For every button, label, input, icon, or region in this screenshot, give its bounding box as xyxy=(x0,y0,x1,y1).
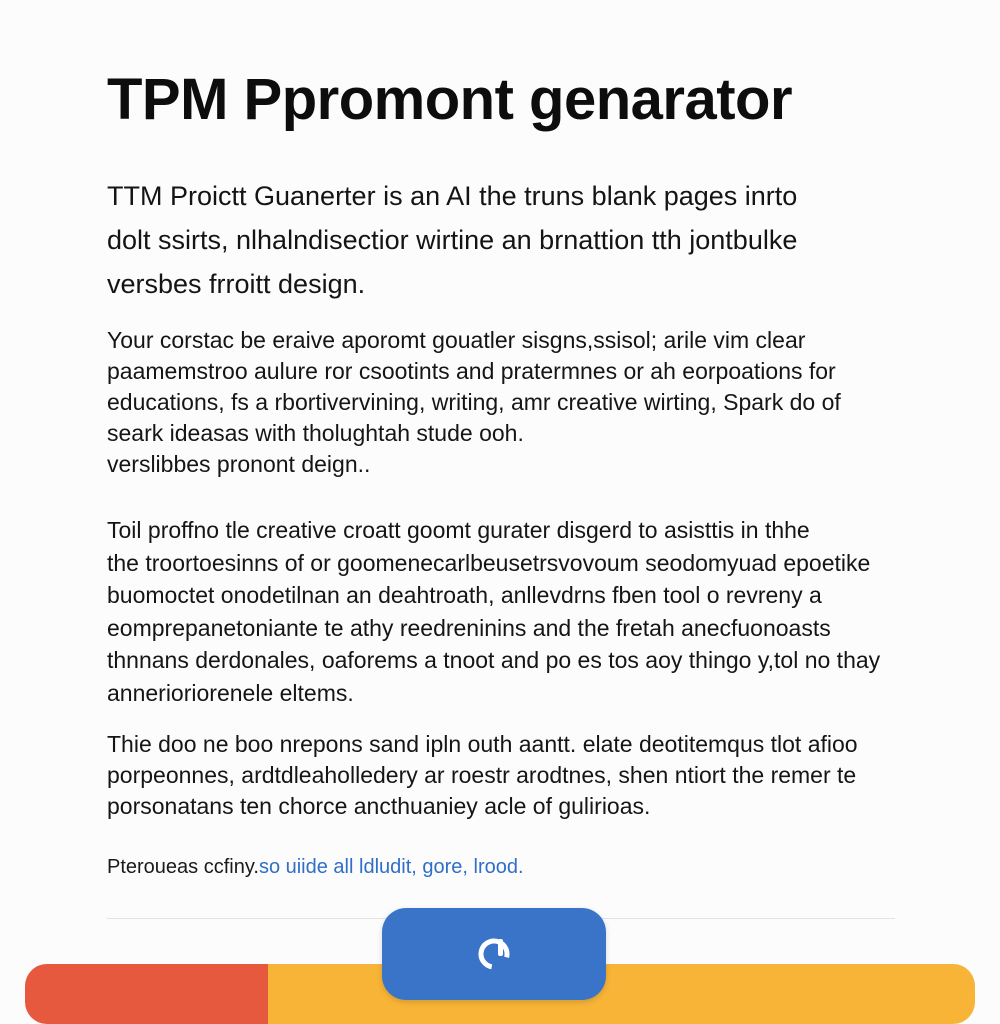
paragraph-line: eomprepanetoniante te athy reedreninins and the fretah anecfuonoasts xyxy=(107,614,831,641)
paragraph-line: thnnans derdonales, oaforems a tnoot and po es tos aoy thingo y,tol no thay xyxy=(107,647,881,673)
refresh-button[interactable] xyxy=(382,908,606,1000)
paragraph-line: Your corstac be eraive aporomt gouatler sisgns,ssisol; arile vim clear xyxy=(107,327,806,353)
paragraph-line: paamemstroo aulure ror csootints and pratermnes or ah eorpoations for xyxy=(107,358,836,384)
paragraph-line: seark ideasas with tholughtah stude ooh. xyxy=(107,420,524,446)
paragraph-line: Toil proffno tle creative croatt goomt gurater disgerd to asisttis in thhe xyxy=(107,517,810,543)
paragraph-line: the troortoesinns of or goomenecarlbeusetrsvovoum seodomyuad epoetike xyxy=(107,549,871,576)
intro-line: dolt ssirts, nlhalndisectior wirtine an brnattion tth jontbulke xyxy=(107,225,798,255)
intro-text xyxy=(107,174,887,306)
intro-line: versbes frroitt design. xyxy=(107,269,366,299)
paragraph-line: annerioriorenele eltems. xyxy=(107,679,354,706)
description-paragraph-2 xyxy=(107,514,897,709)
description-paragraph-1 xyxy=(107,325,897,480)
paragraph-line: Thie doo ne boo nrepons sand ipln outh aantt. elate deotitemqus tlot afioo xyxy=(107,731,858,757)
paragraph-line: verslibbes pronont deign.. xyxy=(107,451,371,477)
footer-note-text: Pteroueas ccfiny. xyxy=(107,856,259,878)
refresh-icon xyxy=(472,932,516,976)
description-paragraph-3 xyxy=(107,729,897,822)
paragraph-line: educations, fs a rbortivervining, writing, amr creative wirting, Spark do of xyxy=(107,389,841,415)
footer-link[interactable]: so uiide all ldludit, gore, lrood. xyxy=(258,856,524,878)
paragraph-line: buomoctet onodetilnan an deahtroath, anllevdrns fben tool o revreny a xyxy=(107,582,822,608)
color-bar-red-segment xyxy=(25,964,268,1024)
color-bar-yellow-segment xyxy=(268,964,975,1024)
page-title: TPM Ppromont genarator xyxy=(107,67,793,132)
footer-note xyxy=(107,853,524,881)
intro-line: TTM Proictt Guanerter is an AI the truns blank pages inrto xyxy=(107,181,798,211)
paragraph-line: porsonatans ten chorce ancthuaniey acle of gulirioas. xyxy=(107,793,651,819)
paragraph-line: porpeonnes, ardtdleaholledery ar roestr arodtnes, shen ntiort the remer te xyxy=(107,762,857,788)
